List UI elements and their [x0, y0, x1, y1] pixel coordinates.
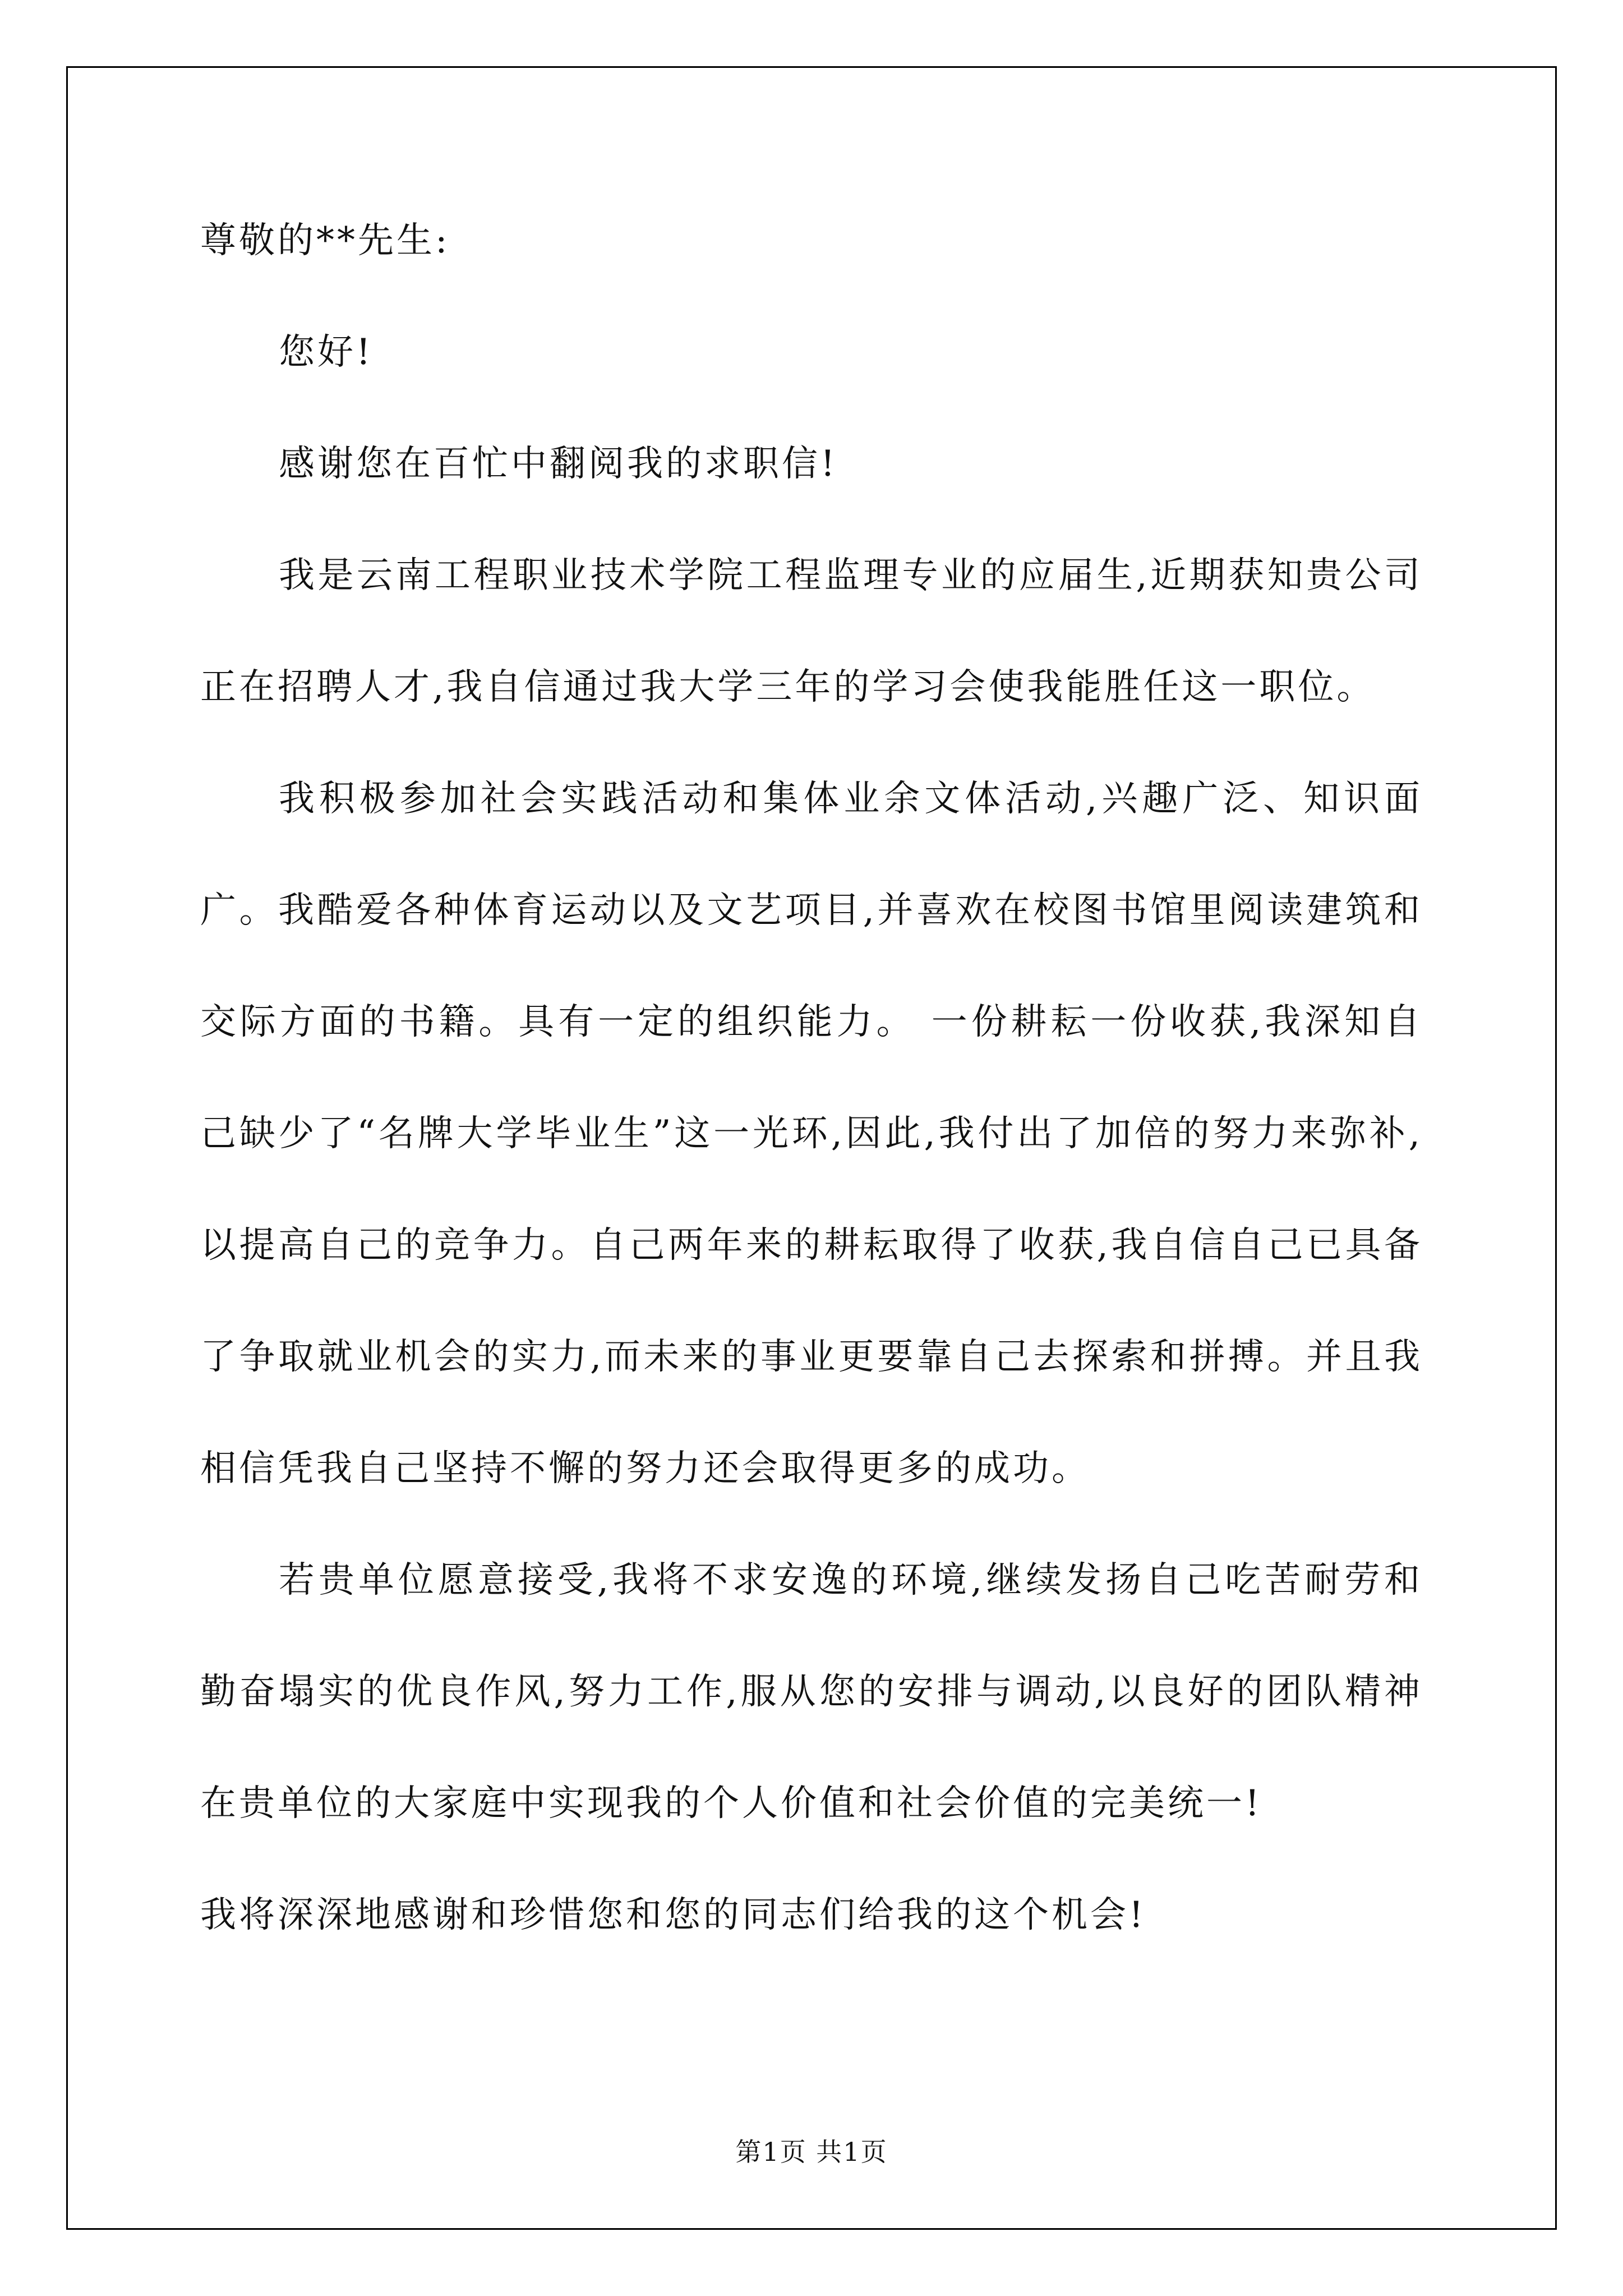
closing-line: 我将深深地感谢和珍惜您和您的同志们给我的这个机会! [200, 1894, 1146, 1936]
paragraph-introduction: 我是云南工程职业技术学院工程监理专业的应届生,近期获知贵公司正在招聘人才,我自信通过我大学三年的学习会使我能胜任这一职位。 [200, 555, 1423, 708]
letter-body [200, 185, 1423, 1971]
paragraph-commitment: 若贵单位愿意接受,我将不求安逸的环境,继续发扬自己吃苦耐劳和勤奋塌实的优良作风,努力工作,服从您的安排与调动,以良好的团队精神在贵单位的大家庭中实现我的个人价值和社会价值的完美统一! [200, 1559, 1423, 1824]
paragraph-thanks: 感谢您在百忙中翻阅我的求职信! [279, 443, 838, 485]
salutation: 尊敬的**先生: [200, 220, 450, 261]
page-number-footer: 第1页 共1页 [735, 2137, 888, 2167]
paragraph-activities: 我积极参加社会实践活动和集体业余文体活动,兴趣广泛、知识面广。我酷爱各种体育运动以及文艺项目,并喜欢在校图书馆里阅读建筑和交际方面的书籍。具有一定的组织能力。 一份耕耘一份收获,我深知自己缺少了“名牌大学毕业生”这一光环,因此,我付出了加倍的努力来弥补,以提高自己的竞争力。自己两年来的耕耘取得了收获,我自信自己已具备了争取就业机会的实力,而未来的事业更要靠自己去探索和拼搏。并且我相信凭我自己坚持不懈的努力还会取得更多的成功。 [200, 778, 1423, 1489]
greeting: 您好! [279, 332, 374, 373]
